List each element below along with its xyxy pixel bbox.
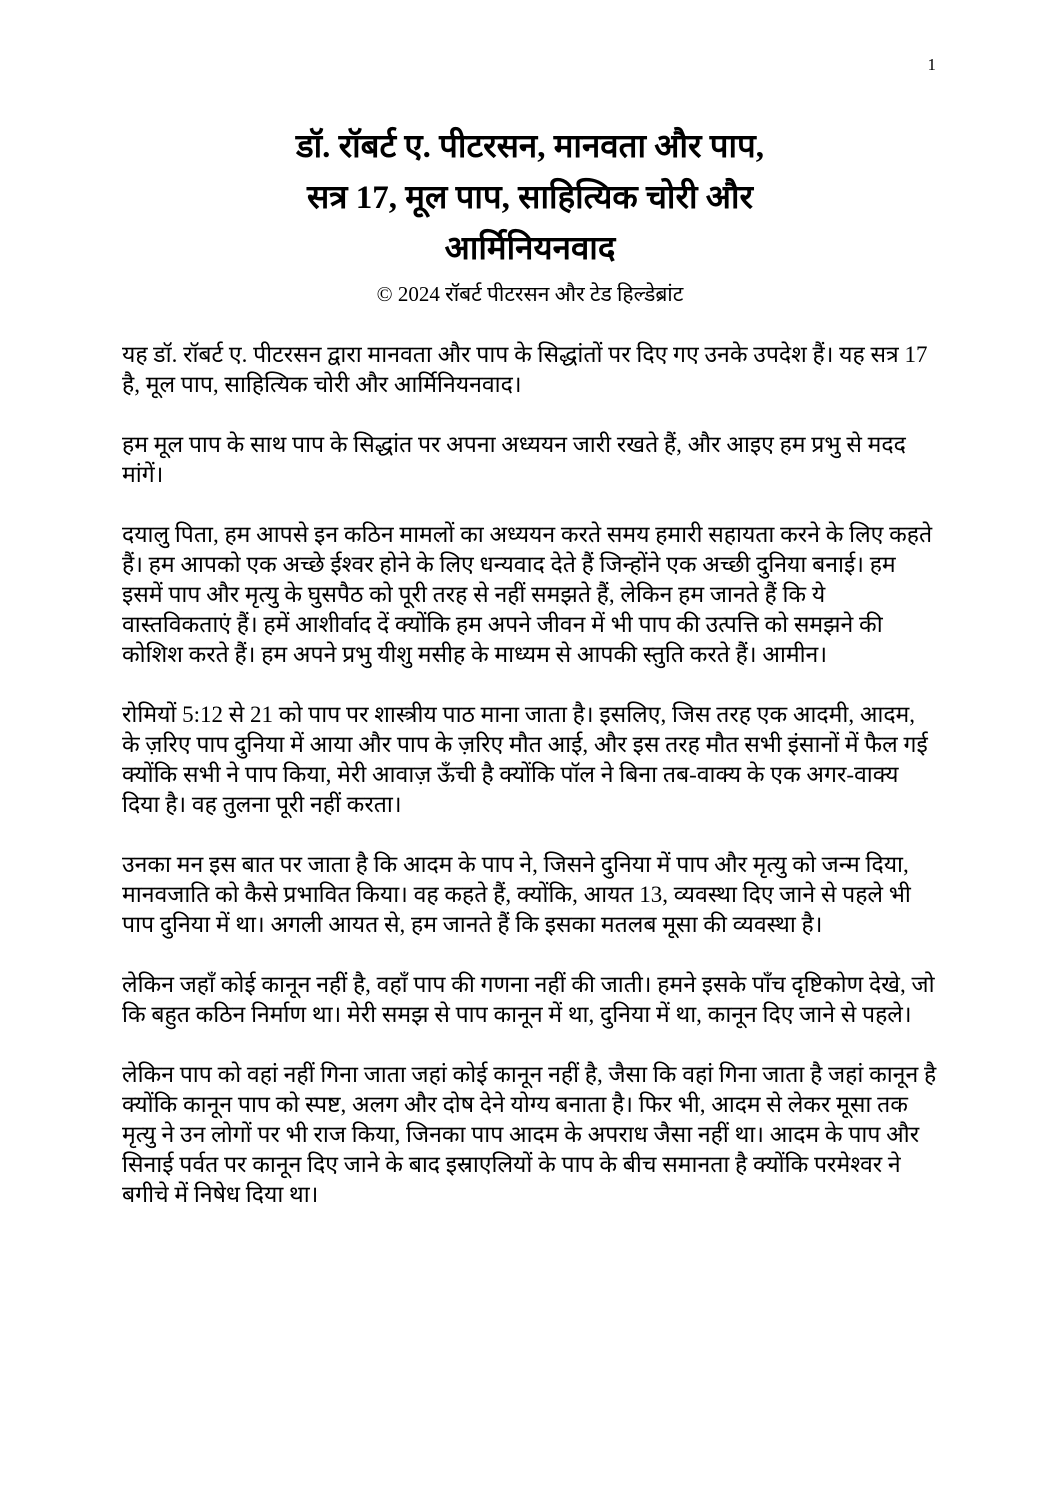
paragraph: यह डॉ. रॉबर्ट ए. पीटरसन द्वारा मानवता और पाप के सिद्धांतों पर दिए गए उनके उपदेश हैं। यह सत्र 17 है, मूल पाप, साहित्यिक चोरी और आर्मिनियनवाद। <box>122 342 928 397</box>
page-number: 1 <box>927 55 936 74</box>
document-title <box>122 122 938 275</box>
paragraph: दयालु पिता, हम आपसे इन कठिन मामलों का अध्ययन करते समय हमारी सहायता करने के लिए कहते हैं। हम आपको एक अच्छे ईश्वर होने के लिए धन्यवाद देते हैं जिन्होंने एक अच्छी दुनिया बनाई। हम इसमें पाप और मृत्यु के घुसपैठ को पूरी तरह से नहीं समझते हैं, लेकिन हम जानते हैं कि ये वास्तविकताएं हैं। हमें आशीर्वाद दें क्योंकि हम अपने जीवन में भी पाप की उत्पत्ति को समझने की कोशिश करते हैं। हम अपने प्रभु यीशु मसीह के माध्यम से आपकी स्तुति करते हैं। आमीन। <box>122 522 933 667</box>
paragraph: रोमियों 5:12 से 21 को पाप पर शास्त्रीय पाठ माना जाता है। इसलिए, जिस तरह एक आदमी, आदम, के ज़रिए पाप दुनिया में आया और पाप के ज़रिए मौत आई, और इस तरह मौत सभी इंसानों में फैल गई क्योंकि सभी ने पाप किया, मेरी आवाज़ ऊँची है क्योंकि पॉल ने बिना तब-वाक्य के एक अगर-वाक्य दिया है। वह तुलना पूरी नहीं करता। <box>122 702 928 817</box>
title-line-1: डॉ. रॉबर्ट ए. पीटरसन, मानवता और पाप, <box>295 129 765 165</box>
document-body <box>122 340 938 1210</box>
paragraph: हम मूल पाप के साथ पाप के सिद्धांत पर अपना अध्ययन जारी रखते हैं, और आइए हम प्रभु से मदद मांगें। <box>122 432 906 487</box>
copyright-line: © 2024 रॉबर्ट पीटरसन और टेड हिल्डेब्रांट <box>376 282 684 306</box>
paragraph: उनका मन इस बात पर जाता है कि आदम के पाप ने, जिसने दुनिया में पाप और मृत्यु को जन्म दिया, मानवजाति को कैसे प्रभावित किया। वह कहते हैं, क्योंकि, आयत 13, व्यवस्था दिए जाने से पहले भी पाप दुनिया में था। अगली आयत से, हम जानते हैं कि इसका मतलब मूसा की व्यवस्था है। <box>122 852 911 937</box>
title-line-3: आर्मिनियनवाद <box>444 231 616 267</box>
page-content <box>122 0 938 1240</box>
paragraph: लेकिन जहाँ कोई कानून नहीं है, वहाँ पाप की गणना नहीं की जाती। हमने इसके पाँच दृष्टिकोण देखे, जो कि बहुत कठिन निर्माण था। मेरी समझ से पाप कानून में था, दुनिया में था, कानून दिए जाने से पहले। <box>122 972 935 1027</box>
title-line-2: सत्र 17, मूल पाप, साहित्यिक चोरी और <box>307 180 753 216</box>
paragraph: लेकिन पाप को वहां नहीं गिना जाता जहां कोई कानून नहीं है, जैसा कि वहां गिना जाता है जहां कानून है क्योंकि कानून पाप को स्पष्ट, अलग और दोष देने योग्य बनाता है। फिर भी, आदम से लेकर मूसा तक मृत्यु ने उन लोगों पर भी राज किया, जिनका पाप आदम के अपराध जैसा नहीं था। आदम के पाप और सिनाई पर्वत पर कानून दिए जाने के बाद इस्राएलियों के पाप के बीच समानता है क्योंकि परमेश्वर ने बगीचे में निषेध दिया था। <box>122 1062 937 1207</box>
